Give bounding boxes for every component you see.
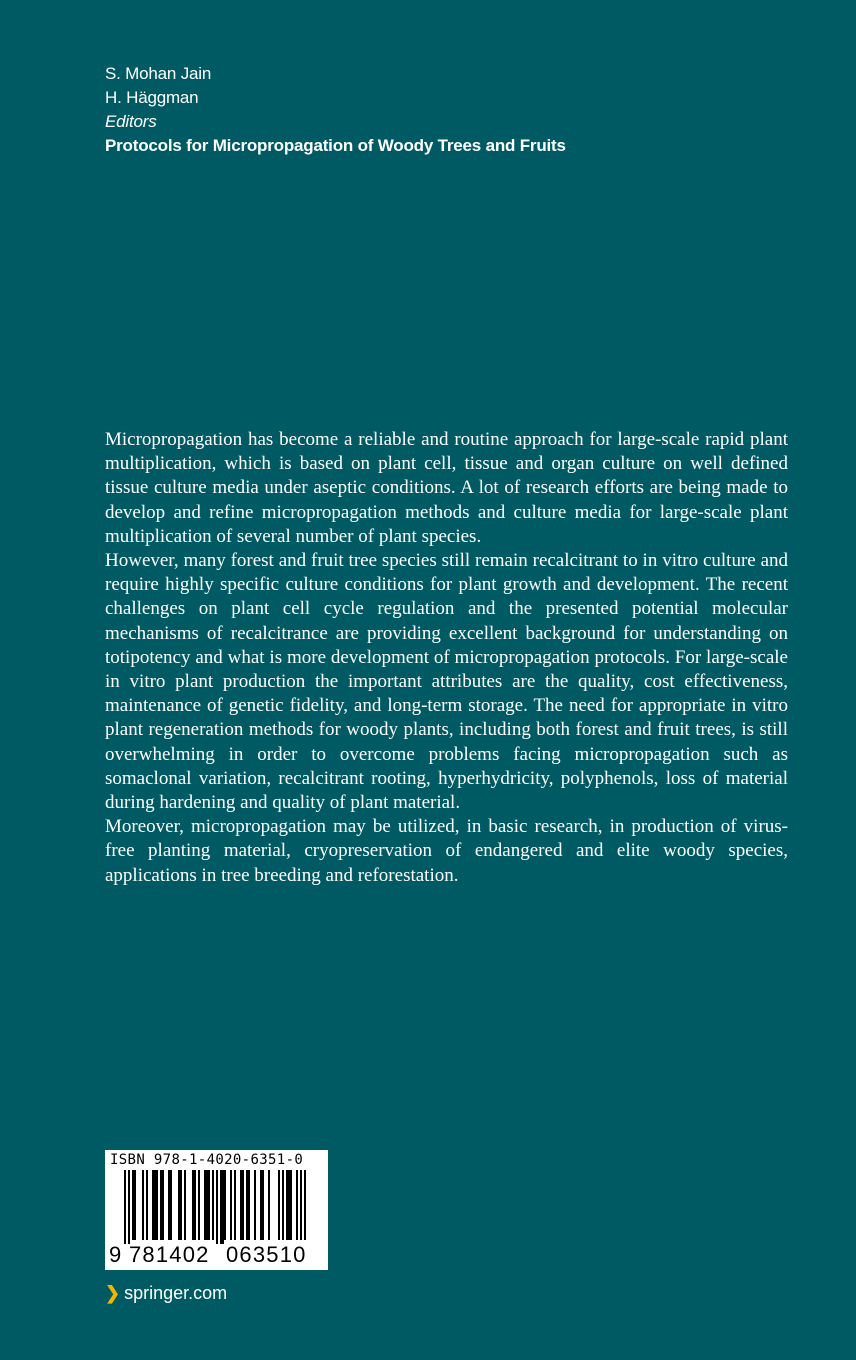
blurb-paragraph: Micropropagation has become a reliable and routine approach for large-scale rapid plant multiplication, which is based on plant cell, tissue and organ culture on well defined tissue culture media under aseptic conditions. A lot of research efforts are being made to develop and refine micropropagation methods and culture media for large-scale plant multiplication of several number of plant species. <box>105 429 788 547</box>
credits-block <box>105 62 566 158</box>
isbn-label: ISBN 978-1-4020-6351-0 <box>110 1152 304 1168</box>
barcode-digit-first: 9 <box>109 1242 122 1267</box>
editor-name: H. Häggman <box>105 88 199 107</box>
barcode-digits-left: 781402 <box>129 1242 210 1267</box>
blurb-paragraph: Moreover, micropropagation may be utilized, in basic research, in production of virus-free planting material, cryopreservation of endangered and elite woody species, applications in tree breeding and reforestation. <box>105 816 788 886</box>
book-title: Protocols for Micropropagation of Woody Trees and Fruits <box>105 136 566 155</box>
isbn-barcode <box>105 1150 328 1270</box>
editors-label: Editors <box>105 112 157 131</box>
barcode-icon <box>105 1170 328 1244</box>
barcode-digits-right: 063510 <box>226 1242 307 1267</box>
blurb-paragraph: However, many forest and fruit tree species still remain recalcitrant to in vitro culture and require highly specific culture conditions for plant growth and development. The recent challenges on plant cell cycle regulation and the presented potential molecular mechanisms of recalcitrance are providing excellent background for understanding on totipotency and what is more development of micropropagation protocols. For large-scale in vitro plant production the important attributes are the quality, cost effectiveness, maintenance of genetic fidelity, and long-term storage. The need for appropriate in vitro plant regeneration methods for woody plants, including both forest and fruit trees, is still overwhelming in order to overcome problems facing micropropagation such as somaclonal variation, recalcitrant rooting, hyperhydricity, polyphenols, loss of material during hardening and quality of plant material. <box>105 550 788 814</box>
blurb-text <box>105 428 788 888</box>
chevron-right-icon: ❯ <box>105 1283 121 1303</box>
editor-name: S. Mohan Jain <box>105 64 212 83</box>
publisher-site: springer.com <box>124 1283 228 1303</box>
barcode-digits <box>105 1243 328 1267</box>
publisher-link[interactable] <box>105 1281 227 1305</box>
